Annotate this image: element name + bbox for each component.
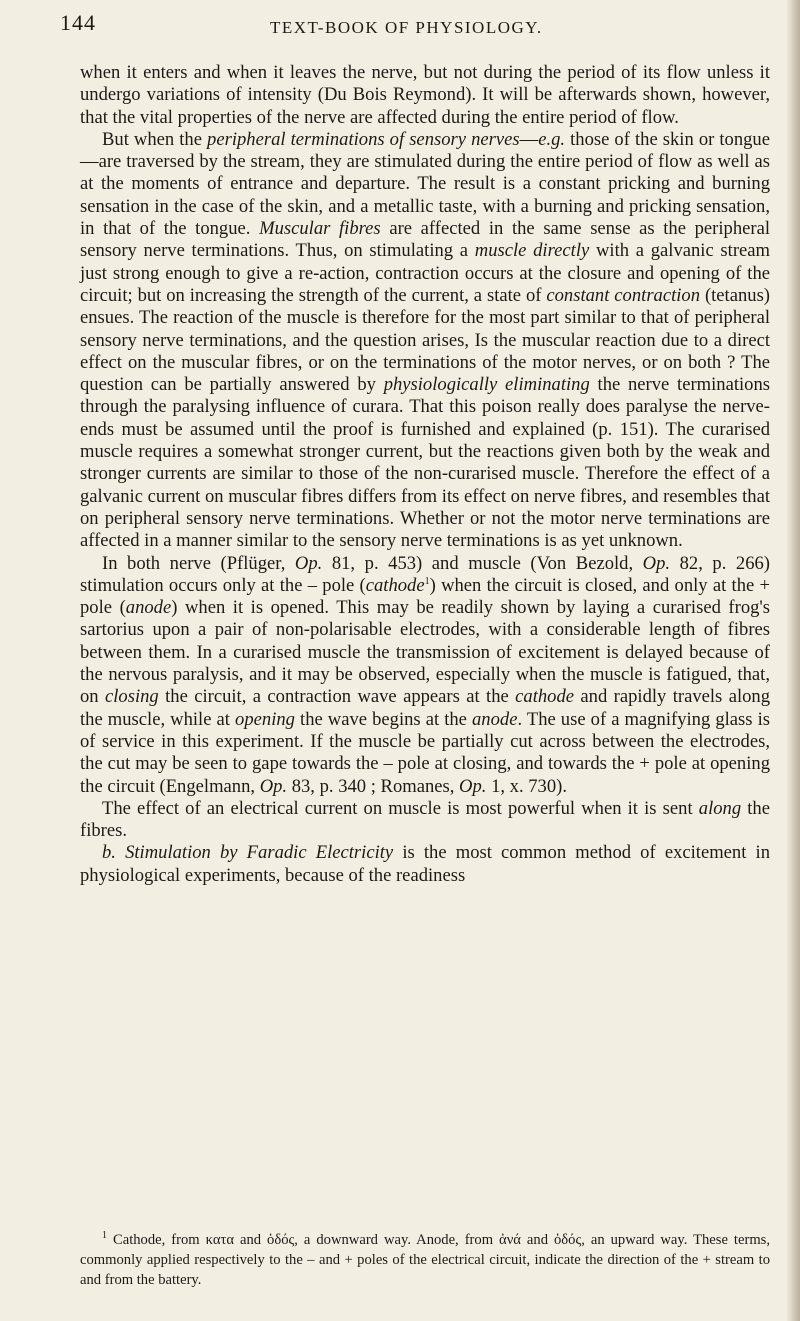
- text-run: ) when it is opened. This may be readily shown by laying a curarised frog's sartorius upon a pair of non-polarisable electrodes, with a considerable length of fibres between them. In a curarised muscle the transmission of excitement is delayed because of the nervous paralysis, and it may be observed, especially when the muscle is fatigued, that, on: [80, 597, 770, 708]
- italic-text: closing: [105, 686, 159, 708]
- italic-text: constant contraction: [546, 284, 701, 306]
- text-run: 82, p. 266) stimulation occurs only at the – pole (: [80, 552, 770, 596]
- text-run: with a galvanic stream just strong enough to give a re-action, contraction occurs at the closure and opening of the circuit; but on increasing the strength of the current, a state of: [80, 240, 770, 306]
- text-run: those of the skin or tongue—are traversed by the stream, they are stimulated during the entire period of flow as well as at the moments of entrance and departure. The result is a constant pricking and burning sensation in the case of the skin, and a metallic taste, with a burning and pricking sensation, in that of the tongue.: [80, 128, 770, 240]
- paragraph: when it enters and when it leaves the nerve, but not during the period of its flow unless it undergo variations of intensity (Du Bois Reymond). It will be afterwards shown, however, that the vital properties of the nerve are affected during the entire period of flow.: [80, 62, 770, 128]
- footnote-text: Cathode, from κατα and ὁδός, a downward way. Anode, from ἀνά and ὁδός, an upward way. These terms, commonly applied respectively to the – and + poles of the electrical circuit, indicate the direction of the + stream to and from the battery.: [80, 1232, 770, 1288]
- text-run: (tetanus) ensues. The reaction of the muscle is therefore for the most part similar to that of peripheral sensory nerve terminations, and the question arises, Is the muscular reaction due to a direct effect on the muscular fibres, or on the terminations of the motor nerves, or on both ? The question can be partially answered by: [80, 284, 770, 396]
- text-run: the nerve terminations through the paralysing influence of curara. That this poison really does paralyse the nerve-ends must be assumed until the proof is furnished and explained (p. 151). The curarised muscle requires a somewhat stronger current, but the reactions given both by the weak and stronger currents are similar to those of the non-curarised muscle. Therefore the effect of a galvanic current on muscular fibres differs from its effect on nerve fibres, and resembles that on peripheral sensory nerve terminations. Whether or not the motor nerve terminations are affected in a manner similar to the sensory nerve terminations is as yet unknown.: [80, 374, 771, 552]
- italic-text: along: [698, 797, 742, 819]
- page-header: [60, 10, 760, 40]
- italic-text: Op.: [259, 775, 288, 797]
- italic-text: physiologically eliminating: [383, 374, 590, 396]
- italic-text: anode: [125, 597, 172, 619]
- paragraph: [80, 553, 770, 798]
- italic-text: peripheral terminations of sensory nerves: [207, 128, 520, 150]
- text-run: the fibres.: [80, 797, 770, 842]
- paragraph: [80, 798, 770, 843]
- text-run: But when the: [102, 128, 208, 150]
- running-head: TEXT-BOOK OF PHYSIOLOGY.: [270, 18, 543, 37]
- italic-text: muscle directly: [474, 240, 590, 262]
- paragraph: [80, 842, 770, 887]
- text-run: . The use of a magnifying glass is of service in this experiment. If the muscle be partially cut across between the electrodes, the cut may be seen to gape towards the – pole at closing, and towards the + pole at opening the circuit (Engelmann,: [80, 708, 770, 797]
- page-edge-shadow: [786, 0, 800, 1321]
- text-run: the circuit, a contraction wave appears at the: [158, 686, 516, 708]
- text-run: 1, x. 730).: [486, 775, 567, 797]
- italic-text: e.g.: [538, 128, 566, 150]
- italic-text: anode: [472, 708, 518, 730]
- text-run: 81, p. 453) and muscle (Von Bezold,: [322, 552, 643, 574]
- text-run: is the most common method of excitement in physiological experiments, because of the readiness: [80, 842, 770, 886]
- italic-text: Stimulation by Faradic Electricity: [125, 842, 394, 864]
- footnote: [80, 1230, 770, 1290]
- text-run: The effect of an electrical current on muscle is most powerful when it is sent: [102, 797, 699, 819]
- text-run: —: [519, 128, 539, 150]
- page-number: 144: [60, 10, 96, 35]
- text-run: 83, p. 340 ; Romanes,: [287, 775, 460, 797]
- text-run: and rapidly travels along the muscle, while at: [80, 686, 770, 730]
- paragraph: [80, 129, 770, 553]
- italic-text: opening: [235, 708, 295, 730]
- footnote-ref: 1: [424, 575, 430, 587]
- text-run: the wave begins at the: [294, 708, 472, 730]
- text-run: ) when the circuit is closed, and only at the + pole (: [80, 574, 771, 619]
- text-run: are affected in the same sense as the peripheral sensory nerve terminations. Thus, on stimulating a: [80, 218, 770, 262]
- italic-text: Muscular fibres: [259, 218, 381, 240]
- italic-text: b.: [102, 842, 126, 864]
- body-text: [80, 62, 770, 887]
- italic-text: cathode: [515, 686, 575, 708]
- footnote-marker: 1: [102, 1230, 107, 1242]
- text-run: In both nerve (Pflüger,: [102, 552, 295, 574]
- italic-text: Op.: [459, 775, 487, 797]
- italic-text: Op.: [642, 552, 671, 574]
- italic-text: cathode: [365, 574, 425, 596]
- italic-text: Op.: [294, 552, 323, 574]
